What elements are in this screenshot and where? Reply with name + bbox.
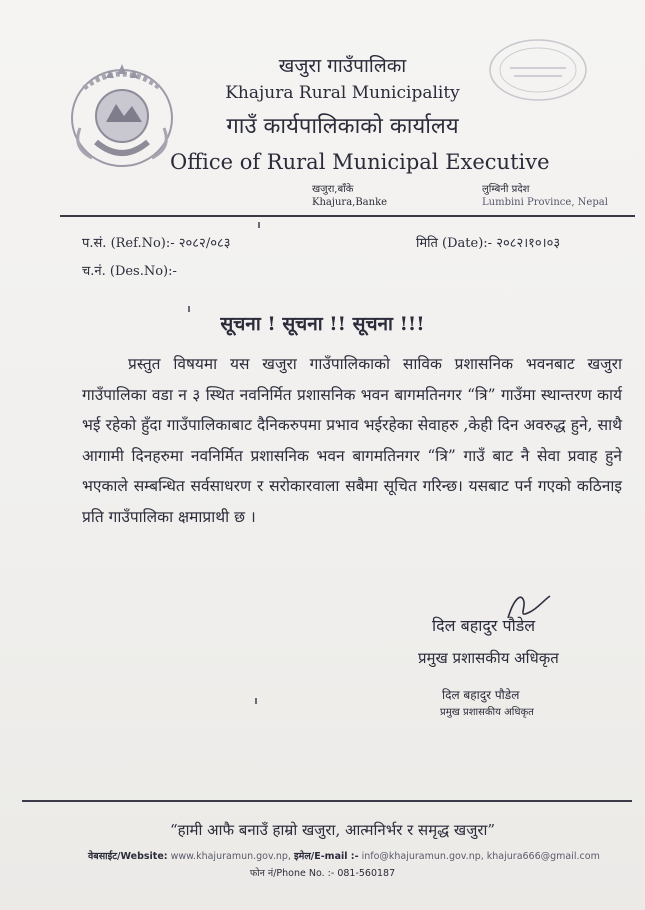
municipality-name-nepali: खजुरा गाउँपालिका	[278, 55, 407, 77]
office-name-nepali: गाउँ कार्यपालिकाको कार्यालय	[226, 114, 459, 139]
address-nepali: खजुरा,बाँके	[312, 184, 354, 195]
phone-label: फोन नं/Phone No. :-	[249, 868, 335, 879]
email-value[interactable]: info@khajuramun.gov.np, khajura666@gmail.com	[361, 851, 600, 862]
footer-phone	[0, 866, 645, 879]
email-label: इमेल/E-mail :-	[293, 851, 359, 862]
signatory-title: प्रमुख प्रशासकीय अधिकृत	[418, 649, 559, 667]
footer-contact-line	[88, 849, 600, 862]
name-stamp-title: प्रमुख प्रशासकीय अधिकृत	[440, 707, 534, 718]
footer-divider	[22, 800, 632, 802]
punch-mark	[258, 222, 260, 228]
signatory-name: दिल बहादुर पौडेल	[432, 616, 536, 635]
footer-slogan: “हामी आफै बनाउँ हाम्रो खजुरा, आत्मनिर्भर र समृद्ध खजुरा”	[169, 821, 496, 839]
website-value[interactable]: www.khajuramun.gov.np,	[170, 851, 291, 862]
punch-mark	[188, 306, 190, 312]
address-english: Khajura,Banke	[312, 197, 388, 208]
notice-paragraph: प्रस्तुत विषयमा यस खजुरा गाउँपालिकाको साविक प्रशासनिक भवनबाट खजुरा गाउँपालिका वडा न ३ स्थित नवनिर्मित प्रशासनिक भवन बागमतिनगर “त्रि” गाउँमा स्थान्तरण कार्य भई रहेको हुँदा गाउँपालिकाबाट दैनिकरुपमा प्रभाव भईरहेका सेवाहरु ,केही दिन अवरुद्ध हुने, साथै आगामी दिनहरुमा नवनिर्मित प्रशासनिक भवन बागमतिनगर “त्रि” गाउँ बाट नै सेवा प्रवाह हुने भएकाले सम्बन्धित सर्वसाधरण र सरोकारवाला सबैमा सूचित गरिन्छ। यसबाट पर्न गएको कठिनाइ प्रति गाउँपालिका क्षमाप्राथी छ ।	[82, 355, 622, 526]
punch-mark	[255, 698, 257, 704]
notice-body	[82, 349, 622, 532]
website-label: वेबसाईट/Website:	[88, 851, 168, 862]
letter-date: मिति (Date):- २०८२।१०।०३	[416, 236, 561, 251]
province-english: Lumbini Province, Nepal	[482, 197, 608, 208]
province-nepali: लुम्बिनी प्रदेश	[482, 184, 530, 195]
dispatch-number: च.नं. (Des.No):-	[82, 264, 177, 279]
reference-number: प.सं. (Ref.No):- २०८२/०८३	[82, 236, 231, 251]
phone-value: 081-560187	[337, 868, 396, 879]
notice-heading: सूचना ! सूचना !! सूचना !!!	[220, 313, 425, 335]
office-name-english: Office of Rural Municipal Executive	[170, 150, 550, 174]
name-stamp-name: दिल बहादुर पौडेल	[442, 688, 520, 702]
header-divider	[60, 215, 635, 217]
municipality-name-english: Khajura Rural Municipality	[225, 83, 460, 103]
